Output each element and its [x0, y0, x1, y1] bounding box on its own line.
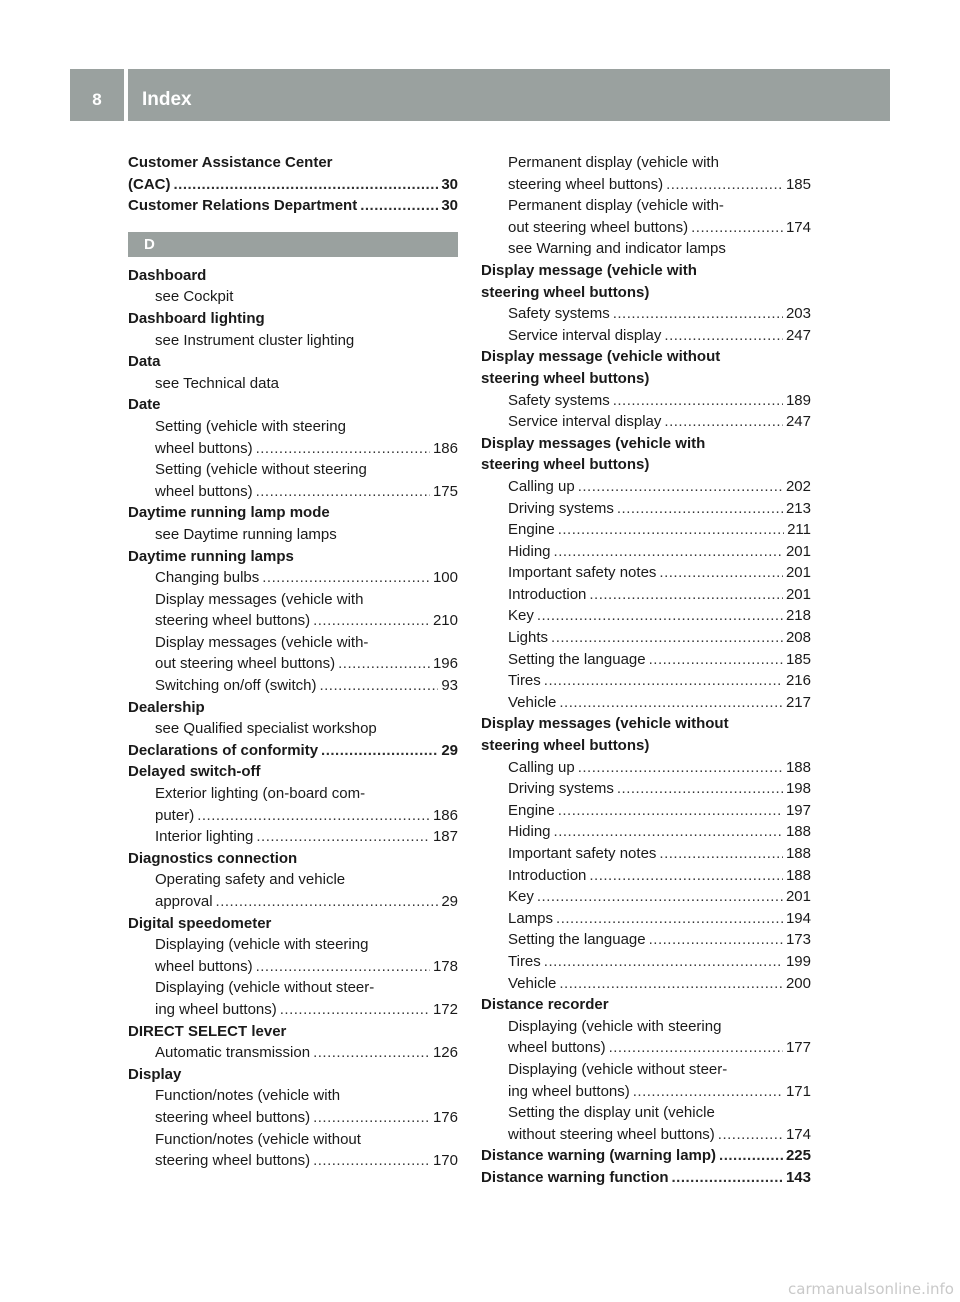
subentry-text-line — [128, 805, 458, 827]
page-ref: 171 — [785, 1082, 811, 1100]
subentry-text-line — [128, 1107, 458, 1129]
subentry-text: see Qualified specialist workshop — [155, 720, 377, 738]
entry-heading-line — [128, 174, 458, 196]
dot-leader — [633, 1081, 783, 1103]
page-ref: 194 — [785, 909, 811, 927]
subentry-text-line — [481, 670, 811, 692]
dot-leader — [537, 886, 783, 908]
page-ref: 30 — [441, 197, 458, 215]
dot-leader — [360, 195, 438, 217]
dot-leader — [589, 584, 783, 606]
page-ref: 187 — [432, 828, 458, 846]
dot-leader — [578, 757, 783, 779]
entry-heading: Digital speedometer — [128, 914, 272, 932]
dot-leader — [613, 303, 783, 325]
dot-leader — [216, 891, 439, 913]
subentry-text: steering wheel buttons) — [155, 1152, 311, 1170]
entry-heading: Display messages (vehicle with — [481, 434, 706, 452]
subentry-text: Displaying (vehicle with steering — [508, 1017, 722, 1035]
subentry-text-line — [481, 174, 811, 196]
subentry-text: Exterior lighting (on-board com- — [155, 785, 366, 803]
subentry-text-line — [481, 1081, 811, 1103]
page-ref: 199 — [785, 952, 811, 970]
subentry-text-line — [481, 390, 811, 412]
dot-leader — [617, 778, 783, 800]
subentry-text-line — [481, 584, 811, 606]
dot-leader — [617, 498, 783, 520]
subentry-text-line — [481, 476, 811, 498]
dot-leader — [256, 481, 430, 503]
subentry-text: Safety systems — [508, 305, 610, 323]
subentry-text: Hiding — [508, 542, 551, 560]
entry-heading-cont-line — [481, 368, 811, 390]
subentry-text-line — [128, 934, 458, 956]
dot-leader — [664, 325, 783, 347]
subentry-text: see Technical data — [155, 374, 279, 392]
page-ref: 188 — [785, 758, 811, 776]
subentry-text: Displaying (vehicle without steer- — [508, 1060, 728, 1078]
dot-leader — [613, 390, 783, 412]
entry-heading: Display message (vehicle with — [481, 261, 697, 279]
subentry-text-line — [128, 459, 458, 481]
entry-heading-line — [481, 1167, 811, 1189]
dot-leader — [544, 951, 783, 973]
dot-leader — [256, 956, 430, 978]
subentry-text-line — [481, 1124, 811, 1146]
subentry-text-line — [481, 821, 811, 843]
subentry-text: Vehicle — [508, 693, 557, 711]
entry-heading-line — [128, 1021, 458, 1043]
page-ref: 225 — [785, 1147, 811, 1165]
subentry-text: Lamps — [508, 909, 554, 927]
entry-heading-line — [128, 697, 458, 719]
subentry-text-line — [128, 718, 458, 740]
page-title: Index — [142, 89, 192, 110]
subentry-text: Key — [508, 888, 534, 906]
subentry-text-line — [481, 649, 811, 671]
subentry-text-line — [128, 373, 458, 395]
dot-leader — [338, 653, 430, 675]
page-ref: 247 — [785, 413, 811, 431]
subentry-text-line — [481, 973, 811, 995]
dot-leader — [589, 865, 783, 887]
subentry-text: see Cockpit — [155, 288, 234, 306]
subentry-text: Setting the language — [508, 931, 646, 949]
page-ref: 203 — [785, 305, 811, 323]
subentry-text: see Warning and indicator lamps — [508, 240, 726, 258]
subentry-text-line — [481, 195, 811, 217]
page-ref: 186 — [432, 806, 458, 824]
page-ref: 201 — [785, 888, 811, 906]
page-ref: 217 — [785, 693, 811, 711]
entry-heading-line — [128, 740, 458, 762]
dot-leader — [609, 1037, 783, 1059]
subentry-text-line — [481, 778, 811, 800]
subentry-text-line — [128, 675, 458, 697]
subentry-text-line — [128, 956, 458, 978]
page-ref: 173 — [785, 931, 811, 949]
dot-leader — [649, 649, 783, 671]
subentry-text: Engine — [508, 521, 555, 539]
page-ref: 196 — [432, 655, 458, 673]
dot-leader — [672, 1167, 783, 1189]
subentry-text-line — [128, 589, 458, 611]
dot-leader — [719, 1145, 783, 1167]
page-header — [70, 69, 890, 121]
page-ref: 198 — [785, 780, 811, 798]
subentry-text: out steering wheel buttons) — [155, 655, 336, 673]
subentry-text: Vehicle — [508, 974, 557, 992]
subentry-text: wheel buttons) — [155, 957, 253, 975]
subentry-text-line — [481, 541, 811, 563]
subentry-text: without steering wheel buttons) — [508, 1125, 715, 1143]
dot-leader — [256, 438, 430, 460]
subentry-text: Service interval display — [508, 326, 662, 344]
subentry-text-line — [128, 891, 458, 913]
entry-heading-cont: steering wheel buttons) — [481, 737, 650, 755]
subentry-text-line — [481, 217, 811, 239]
subentry-text: Setting (vehicle with steering — [155, 417, 346, 435]
subentry-text: Permanent display (vehicle with — [508, 154, 719, 171]
entry-heading: Data — [128, 353, 161, 371]
entry-heading: Dealership — [128, 698, 205, 716]
entry-heading: Dashboard — [128, 266, 207, 284]
dot-leader — [256, 826, 430, 848]
dot-leader — [313, 1107, 430, 1129]
entry-heading-line — [481, 994, 811, 1016]
subentry-text-line — [481, 800, 811, 822]
subentry-text: Interior lighting — [155, 828, 254, 846]
dot-leader — [649, 929, 783, 951]
subentry-text: see Instrument cluster lighting — [155, 331, 355, 349]
watermark: carmanualsonline.info — [788, 1280, 954, 1298]
page-ref: 185 — [785, 650, 811, 668]
subentry-text-line — [481, 951, 811, 973]
subentry-text: Displaying (vehicle without steer- — [155, 979, 375, 997]
page-ref: 188 — [785, 866, 811, 884]
subentry-text-line — [481, 865, 811, 887]
subentry-text: Tires — [508, 672, 541, 690]
dot-leader — [313, 610, 430, 632]
page-ref: 174 — [785, 218, 811, 236]
entry-heading: Customer Relations Department — [128, 197, 358, 215]
page-ref: 30 — [441, 175, 458, 193]
subentry-text: Important safety notes — [508, 564, 657, 582]
entry-heading-line — [128, 394, 458, 416]
page-ref: 177 — [785, 1039, 811, 1057]
subentry-text: Setting the display unit (vehicle — [508, 1104, 715, 1122]
page-ref: 143 — [785, 1168, 811, 1186]
subentry-text: Introduction — [508, 866, 587, 884]
subentry-text: Displaying (vehicle with steering — [155, 936, 369, 954]
entry-heading: Display — [128, 1065, 182, 1083]
subentry-text-line — [481, 757, 811, 779]
subentry-text-line — [128, 977, 458, 999]
entry-heading-line — [128, 546, 458, 568]
entry-heading-line — [128, 848, 458, 870]
subentry-text-line — [128, 826, 458, 848]
subentry-text-line — [481, 1037, 811, 1059]
page-ref: 175 — [432, 482, 458, 500]
entry-heading: DIRECT SELECT lever — [128, 1022, 287, 1040]
page-ref: 247 — [785, 326, 811, 344]
subentry-text-line — [128, 567, 458, 589]
dot-leader — [313, 1042, 430, 1064]
subentry-text: Key — [508, 607, 534, 625]
subentry-text: Introduction — [508, 585, 587, 603]
page-ref: 218 — [785, 607, 811, 625]
subentry-text-line — [128, 481, 458, 503]
entry-heading-line — [481, 346, 811, 368]
subentry-text: Setting the language — [508, 650, 646, 668]
dot-leader — [556, 908, 783, 930]
entry-heading-line — [128, 152, 458, 174]
subentry-text: Display messages (vehicle with — [155, 590, 364, 608]
page-ref: 172 — [432, 1000, 458, 1018]
entry-heading: Daytime running lamp mode — [128, 504, 330, 522]
page-ref: 176 — [432, 1108, 458, 1126]
page-ref: 29 — [441, 893, 458, 910]
entry-heading: Display message (vehicle without — [481, 348, 721, 366]
entry-heading-line — [128, 913, 458, 935]
subentry-text-line — [128, 286, 458, 308]
subentry-text: Important safety notes — [508, 845, 657, 862]
subentry-text-line — [128, 1042, 458, 1064]
subentry-text-line — [128, 438, 458, 460]
subentry-text: ing wheel buttons) — [155, 1000, 277, 1018]
subentry-text-line — [128, 653, 458, 675]
subentry-text-line — [481, 303, 811, 325]
entry-heading-cont: steering wheel buttons) — [481, 283, 650, 301]
entry-heading-cont-line — [481, 454, 811, 476]
entry-heading-line — [128, 1064, 458, 1086]
entry-heading-cont: steering wheel buttons) — [481, 456, 650, 474]
subentry-text-line — [481, 908, 811, 930]
dot-leader — [280, 999, 430, 1021]
dot-leader — [174, 174, 439, 196]
entry-heading-cont-line — [481, 282, 811, 304]
entry-heading: Distance recorder — [481, 996, 609, 1014]
page-ref: 170 — [432, 1152, 458, 1170]
subentry-text-line — [128, 524, 458, 546]
subentry-text-line — [128, 632, 458, 654]
dot-leader — [537, 605, 783, 627]
dot-leader — [554, 821, 783, 843]
subentry-text: Service interval display — [508, 413, 662, 431]
entry-heading-line — [128, 502, 458, 524]
subentry-text: puter) — [155, 806, 195, 824]
entry-heading: Customer Assistance Center — [128, 154, 333, 171]
entry-heading: (CAC) — [128, 175, 171, 193]
subentry-text-line — [481, 1102, 811, 1124]
page-ref: 189 — [785, 391, 811, 409]
subentry-text: Permanent display (vehicle with- — [508, 197, 724, 215]
subentry-text: steering wheel buttons) — [508, 175, 664, 193]
entry-heading: Daytime running lamps — [128, 547, 294, 565]
subentry-text: Safety systems — [508, 391, 610, 409]
subentry-text-line — [481, 498, 811, 520]
subentry-text: steering wheel buttons) — [155, 1108, 311, 1126]
subentry-text-line — [481, 411, 811, 433]
page-ref: 100 — [432, 569, 458, 587]
subentry-text-line — [128, 1150, 458, 1172]
subentry-text-line — [481, 886, 811, 908]
dot-leader — [664, 411, 783, 433]
dot-leader — [558, 800, 783, 822]
entry-heading: Distance warning function — [481, 1168, 669, 1186]
entry-heading-line — [481, 1145, 811, 1167]
subentry-text: Function/notes (vehicle without — [155, 1130, 361, 1148]
subentry-text: wheel buttons) — [155, 439, 253, 457]
dot-leader — [554, 541, 783, 563]
subentry-text-line — [128, 869, 458, 891]
subentry-text-line — [481, 843, 811, 865]
entry-heading-line — [128, 265, 458, 287]
subentry-text-line — [481, 692, 811, 714]
subentry-text: wheel buttons) — [508, 1039, 606, 1057]
dot-leader — [544, 670, 783, 692]
page-ref: 186 — [432, 439, 458, 457]
page-ref: 178 — [432, 957, 458, 975]
subentry-text: Function/notes (vehicle with — [155, 1087, 341, 1105]
subentry-text-line — [481, 152, 811, 174]
page-ref: 29 — [441, 741, 458, 759]
entry-heading: Diagnostics connection — [128, 849, 298, 867]
subentry-text-line — [481, 325, 811, 347]
page-ref: 213 — [785, 499, 811, 517]
subentry-text: Driving systems — [508, 499, 614, 517]
subentry-text-line — [481, 1016, 811, 1038]
entry-heading-line — [128, 308, 458, 330]
dot-leader — [666, 174, 783, 196]
page-ref: 211 — [787, 521, 811, 539]
dot-leader — [321, 740, 438, 762]
subentry-text-line — [481, 929, 811, 951]
dot-leader — [558, 519, 784, 541]
entry-heading: Declarations of conformity — [128, 741, 319, 759]
dot-leader — [659, 843, 783, 865]
page-ref: 174 — [785, 1125, 811, 1143]
dot-leader — [559, 692, 783, 714]
subentry-text: out steering wheel buttons) — [508, 218, 689, 236]
entry-heading-line — [481, 433, 811, 455]
subentry-text: wheel buttons) — [155, 482, 253, 500]
subentry-text: Hiding — [508, 823, 551, 841]
entry-heading: Distance warning (warning lamp) — [481, 1147, 717, 1165]
entry-heading: Display messages (vehicle without — [481, 715, 729, 733]
subentry-text: Tires — [508, 952, 541, 970]
entry-heading: Dashboard lighting — [128, 309, 265, 327]
entry-heading: Date — [128, 396, 161, 414]
page-ref: 188 — [785, 845, 811, 862]
dot-leader — [691, 217, 783, 239]
subentry-text-line — [481, 1059, 811, 1081]
subentry-text: see Daytime running lamps — [155, 525, 337, 543]
section-letter-bar: D — [128, 232, 458, 257]
subentry-text: Automatic transmission — [155, 1044, 311, 1062]
subentry-text-line — [128, 1129, 458, 1151]
dot-leader — [319, 675, 438, 697]
page-ref: 202 — [785, 477, 811, 495]
subentry-text: Engine — [508, 801, 555, 819]
entry-heading: Delayed switch-off — [128, 763, 261, 781]
dot-leader — [313, 1150, 430, 1172]
subentry-text-line — [128, 330, 458, 352]
subentry-text: Lights — [508, 629, 549, 647]
page-ref: 208 — [785, 629, 811, 647]
subentry-text-line — [481, 605, 811, 627]
subentry-text-line — [481, 519, 811, 541]
page-ref: 188 — [785, 823, 811, 841]
page-ref: 201 — [785, 585, 811, 603]
subentry-text-line — [481, 238, 811, 260]
entry-heading-line — [481, 260, 811, 282]
subentry-text-line — [481, 562, 811, 584]
dot-leader — [718, 1124, 783, 1146]
page-ref: 185 — [785, 175, 811, 193]
subentry-text: Display messages (vehicle with- — [155, 633, 369, 651]
subentry-text: Setting (vehicle without steering — [155, 461, 367, 479]
subentry-text-line — [128, 1085, 458, 1107]
page-ref: 200 — [785, 974, 811, 992]
subentry-text-line — [128, 999, 458, 1021]
dot-leader — [262, 567, 430, 589]
subentry-text: ing wheel buttons) — [508, 1082, 630, 1100]
subentry-text: Operating safety and vehicle — [155, 871, 346, 889]
subentry-text: Calling up — [508, 758, 575, 776]
index-column-right — [481, 152, 811, 1189]
dot-leader — [578, 476, 783, 498]
page-ref: 216 — [785, 672, 811, 690]
page-ref: 210 — [432, 612, 458, 630]
dot-leader — [197, 805, 430, 827]
page-ref: 201 — [785, 542, 811, 560]
entry-heading-line — [128, 195, 458, 217]
header-divider — [124, 69, 128, 121]
entry-heading-line — [128, 761, 458, 783]
page-ref: 197 — [785, 801, 811, 819]
subentry-text: approval — [155, 893, 213, 910]
page-ref: 201 — [785, 564, 811, 582]
subentry-text-line — [128, 783, 458, 805]
subentry-text-line — [128, 416, 458, 438]
page-ref: 93 — [441, 677, 458, 695]
subentry-text: Calling up — [508, 477, 575, 495]
entry-heading-cont-line — [481, 735, 811, 757]
subentry-text-line — [128, 610, 458, 632]
dot-leader — [551, 627, 783, 649]
page-number: 8 — [92, 90, 102, 109]
subentry-text: Switching on/off (switch) — [155, 677, 317, 695]
entry-heading-line — [481, 713, 811, 735]
subentry-text: Changing bulbs — [155, 569, 260, 587]
subentry-text-line — [481, 627, 811, 649]
entry-heading-line — [128, 351, 458, 373]
subentry-text: Driving systems — [508, 780, 614, 798]
subentry-text: steering wheel buttons) — [155, 612, 311, 630]
dot-leader — [559, 973, 783, 995]
page-ref: 126 — [432, 1044, 458, 1062]
entry-heading-cont: steering wheel buttons) — [481, 369, 650, 387]
dot-leader — [659, 562, 783, 584]
index-column-left — [128, 152, 458, 1172]
